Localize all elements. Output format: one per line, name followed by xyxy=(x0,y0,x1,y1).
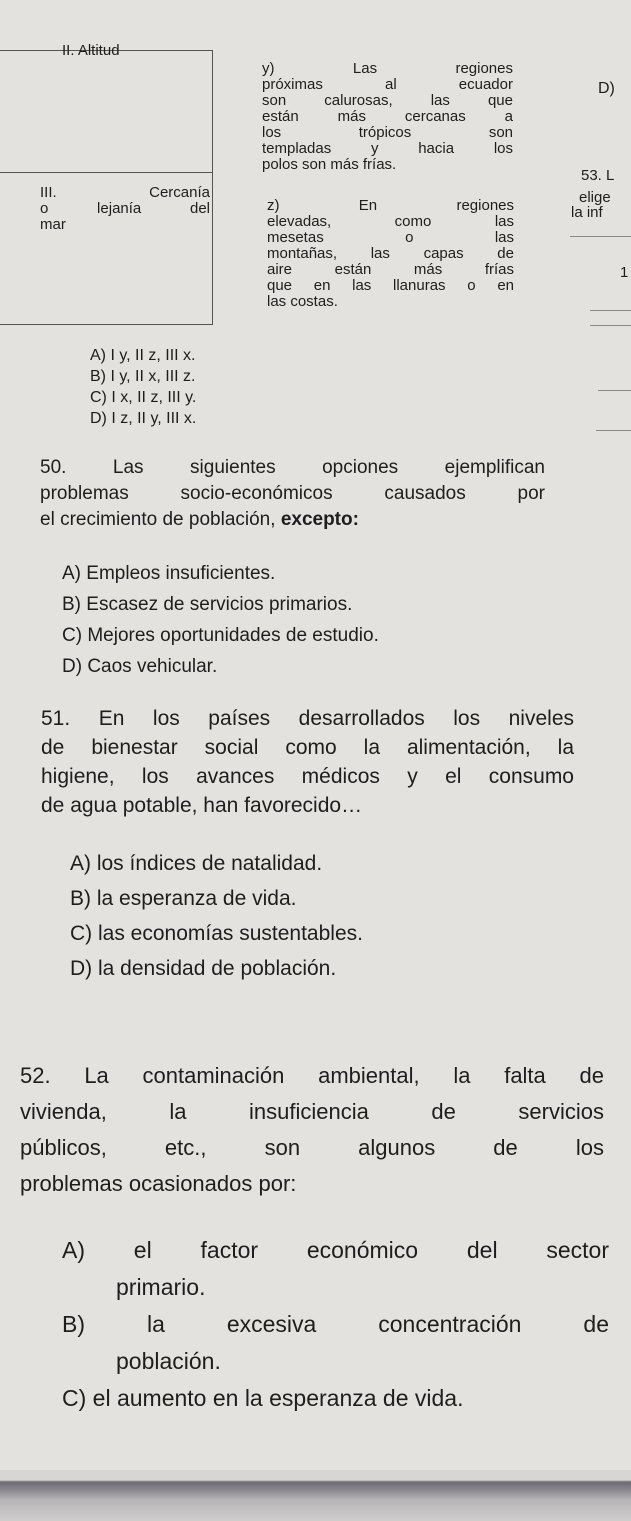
stem-line: vivienda, la insuficiencia de servicios xyxy=(20,1099,604,1124)
answer-option: A) I y, II z, III x. xyxy=(90,347,196,364)
cercania-line: o lejanía del xyxy=(40,200,210,217)
cercania-line: mar xyxy=(40,216,66,233)
text-line: los trópicos son xyxy=(262,124,513,141)
question-49-options xyxy=(90,345,196,429)
answer-option: C) las economías sustentables. xyxy=(70,922,363,945)
answer-option: C) el aumento en la esperanza de vida. xyxy=(62,1385,464,1411)
stem-line: problemas ocasionados por: xyxy=(20,1171,297,1196)
answer-option: B) Escasez de servicios primarios. xyxy=(62,594,353,615)
answer-option: D) Caos vehicular. xyxy=(62,656,218,677)
answer-option: B) la excesiva concentración de xyxy=(62,1311,609,1337)
word-elige: elige xyxy=(579,189,611,206)
label-cercania xyxy=(40,185,210,233)
answer-option: B) la esperanza de vida. xyxy=(70,887,297,910)
stem-line: problemas socio-económicos causados por xyxy=(40,483,545,504)
question-52-options xyxy=(62,1232,609,1417)
table-rule xyxy=(598,390,631,391)
question-50-stem xyxy=(40,455,545,533)
text-line: mesetas o las xyxy=(267,229,514,246)
table-rule xyxy=(590,310,631,311)
stem-line: higiene, los avances médicos y el consumo xyxy=(41,765,574,788)
word-la-inf: la inf xyxy=(571,204,603,221)
table-divider xyxy=(212,50,213,324)
region-z-text xyxy=(267,198,514,310)
stem-emphasis: excepto: xyxy=(280,509,359,530)
text-line: polos son más frías. xyxy=(262,156,397,173)
label-altitud: II. Altitud xyxy=(62,42,120,59)
answer-option: B) I y, II x, III z. xyxy=(90,368,196,385)
stem-line: de bienestar social como la alimentación, la xyxy=(41,736,574,759)
answer-option: D) I z, II y, III x. xyxy=(90,410,197,427)
answer-option-continuation: población. xyxy=(116,1348,221,1374)
answer-option: A) Empleos insuficientes. xyxy=(62,563,276,584)
answer-option: C) I x, II z, III y. xyxy=(90,389,197,406)
question-50-options xyxy=(62,558,379,682)
stem-line: 51. En los países desarrollados los niveles xyxy=(41,707,574,730)
text-line: próximas al ecuador xyxy=(262,76,513,93)
text-line: están más cercanas a xyxy=(262,108,513,125)
text-line: que en las llanuras o en xyxy=(267,277,514,294)
question-51-options xyxy=(70,846,363,986)
text-line: elevadas, como las xyxy=(267,213,514,230)
stem-line: 52. La contaminación ambiental, la falta de xyxy=(20,1063,604,1088)
table-rule xyxy=(570,236,631,237)
stem-line xyxy=(40,507,545,533)
stem-line: públicos, etc., son algunos de los xyxy=(20,1135,604,1160)
text-line: las costas. xyxy=(267,293,338,310)
answer-option: C) Mejores oportunidades de estudio. xyxy=(62,625,379,646)
text-line: aire están más frías xyxy=(267,261,514,278)
option-d-label: D) xyxy=(598,80,615,97)
page-bottom-edge xyxy=(0,1470,631,1521)
region-y-text xyxy=(262,61,513,173)
question-53-number: 53. L xyxy=(581,167,615,184)
answer-option-continuation: primario. xyxy=(116,1274,206,1300)
text-line: y) Las regiones xyxy=(262,60,513,77)
text-line: z) En regiones xyxy=(267,197,514,214)
table-rule xyxy=(0,172,213,173)
text-line: montañas, las capas de xyxy=(267,245,514,262)
table-rule xyxy=(590,325,631,326)
stem-line: 50. Las siguientes opciones ejemplifican xyxy=(40,457,545,478)
stem-line: de agua potable, han favorecido… xyxy=(41,794,363,817)
question-51-stem xyxy=(41,704,574,820)
table-rule xyxy=(0,324,213,325)
answer-option: A) el factor económico del sector xyxy=(62,1237,609,1263)
table-rule xyxy=(596,430,631,431)
text-line: templadas y hacia los xyxy=(262,140,513,157)
stem-text: el crecimiento de población, xyxy=(40,509,276,530)
cercania-line: III. Cercanía xyxy=(40,184,210,201)
answer-option: D) la densidad de población. xyxy=(70,957,337,980)
text-line: son calurosas, las que xyxy=(262,92,513,109)
digit-one: 1 xyxy=(620,264,629,281)
answer-option: A) los índices de natalidad. xyxy=(70,852,323,875)
question-52-stem xyxy=(20,1058,604,1202)
